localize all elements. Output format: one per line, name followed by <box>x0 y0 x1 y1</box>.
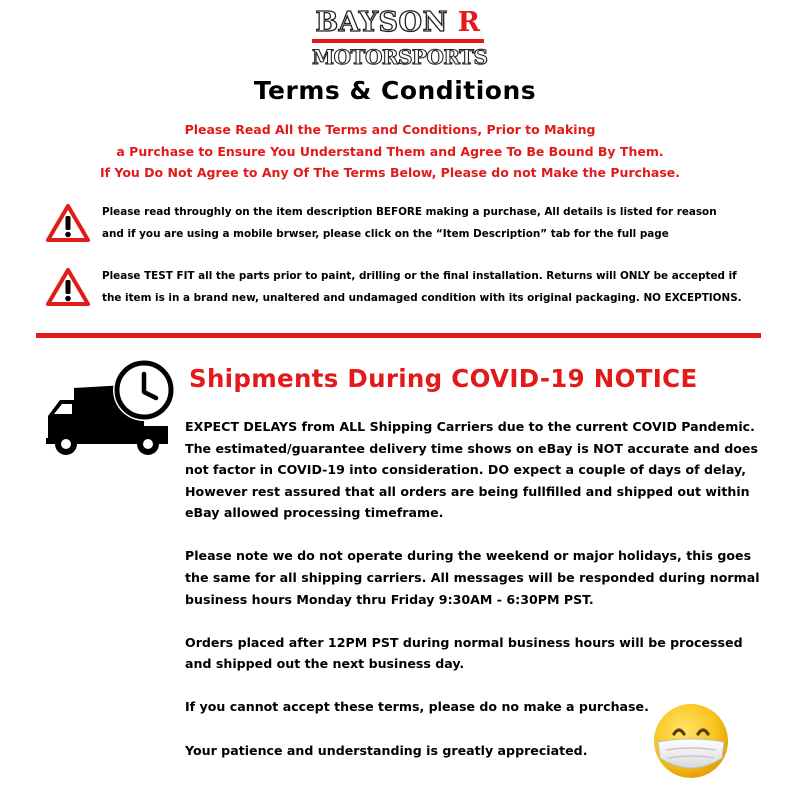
warning-line: Please read throughly on the item description BEFORE making a purchase, All details is listed for reason <box>102 206 717 218</box>
shipping-paragraph: EXPECT DELAYS from ALL Shipping Carriers due to the current COVID Pandemic. The estimated/guarantee delivery time shows on eBay is NOT accurate and does not factor in COVID-19 into consideration. DO expect a couple of days of delay, However rest assured that all orders are being fullfilled and shipped out within eBay allowed processing timeframe. <box>185 419 758 521</box>
shipping-notice-title: Shipments During COVID-19 NOTICE <box>189 364 698 393</box>
logo-word-bayson: BAYSON <box>315 7 448 38</box>
warning-line: the item is in a brand new, unaltered and undamaged condition with its original packaging. NO EXCEPTIONS. <box>102 291 742 304</box>
warning-triangle-icon <box>46 267 90 307</box>
shipping-paragraph: Please note we do not operate during the weekend or major holidays, this goes the same for all shipping carriers. All messages will be responded during normal business hours Monday thru Friday 9:30AM - 6:30PM PST. <box>185 548 760 607</box>
warning-line: and if you are using a mobile brwser, please click on the “Item Description” tab for the full page <box>102 227 669 240</box>
intro-notice <box>0 119 780 184</box>
face-with-medical-mask-icon <box>652 702 730 780</box>
section-divider <box>36 333 761 338</box>
intro-line: If You Do Not Agree to Any Of The Terms Below, Please do not Make the Purchase. <box>99 165 681 180</box>
logo-red-bar <box>312 39 484 43</box>
delivery-truck-clock-icon <box>44 356 180 460</box>
shipping-paragraph: If you cannot accept these terms, please do no make a purchase. <box>185 699 649 715</box>
warning-line: Please TEST FIT all the parts prior to paint, drilling or the final installation. Returns will ONLY be accepted if <box>102 270 737 282</box>
warning-triangle-icon <box>46 203 90 243</box>
logo-wordmark-bottom: MOTORSPORTS <box>312 45 488 69</box>
warning-test-fit <box>46 267 766 313</box>
warning-text <box>102 266 782 309</box>
warning-text <box>102 202 782 245</box>
warning-item-description <box>46 203 766 249</box>
shipping-paragraph: Orders placed after 12PM PST during normal business hours will be processed and shipped out the next business day. <box>185 634 743 672</box>
logo-letter-r: R <box>457 7 481 38</box>
shipping-paragraph: Your patience and understanding is greatly appreciated. <box>185 742 588 758</box>
intro-line: Please Read All the Terms and Conditions, Prior to Making <box>184 122 596 137</box>
brand-logo <box>312 7 488 72</box>
page-title: Terms & Conditions <box>253 76 537 105</box>
logo-wordmark-top <box>312 8 484 38</box>
intro-line: a Purchase to Ensure You Understand Them and Agree To Be Bound By Them. <box>116 143 664 159</box>
